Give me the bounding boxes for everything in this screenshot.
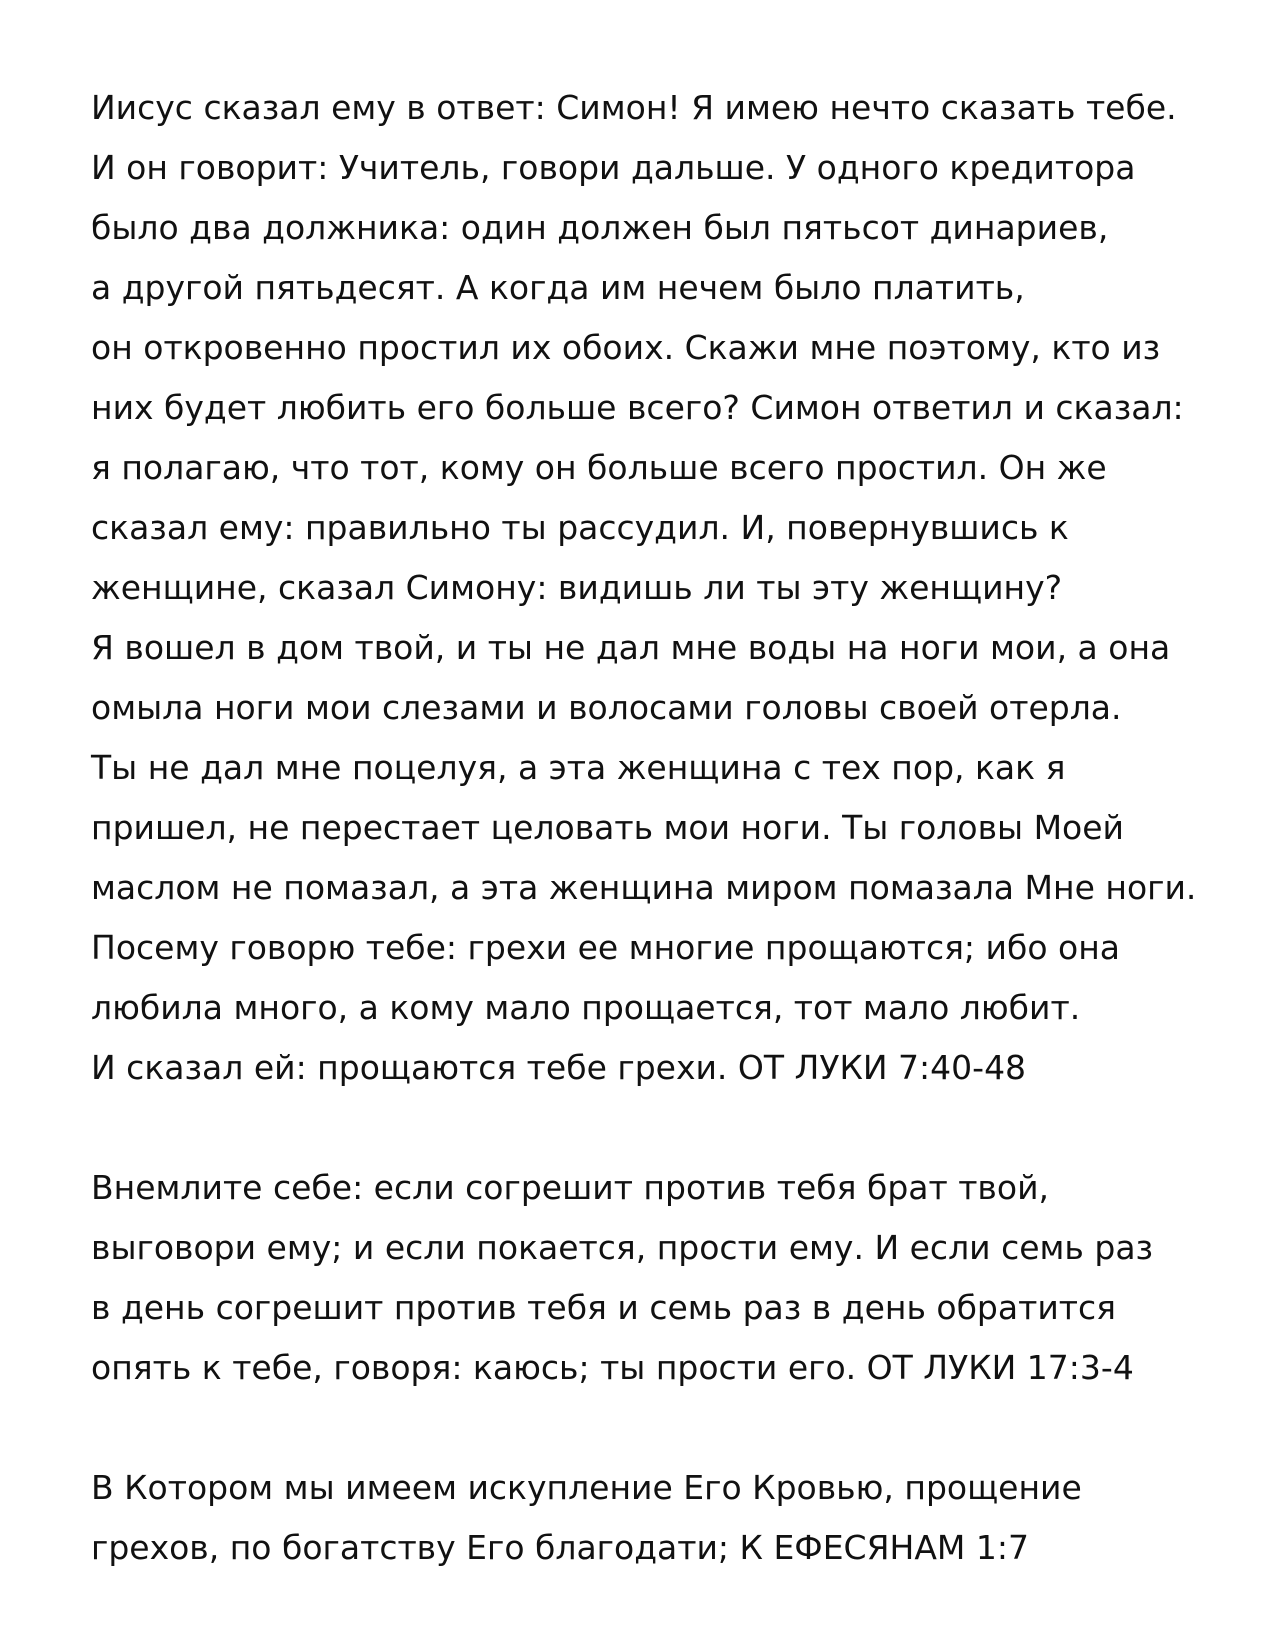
text-line: любила много, а кому мало прощается, тот мало любит. <box>91 988 1081 1027</box>
text-line: В Котором мы имеем искупление Его Кровью, прощение <box>91 1468 1082 1507</box>
paragraph-luke-7-40-48 <box>91 78 1251 1098</box>
text-line: в день согрешит против тебя и семь раз в день обратится <box>91 1288 1116 1327</box>
text-line: пришел, не перестает целовать мои ноги. Ты головы Моей <box>91 808 1124 847</box>
text-line: Я вошел в дом твой, и ты не дал мне воды на ноги мои, а она <box>91 628 1171 667</box>
text-line: Посему говорю тебе: грехи ее многие прощаются; ибо она <box>91 928 1121 967</box>
text-line: опять к тебе, говоря: каюсь; ты прости его. ОТ ЛУКИ 17:3-4 <box>91 1348 1134 1387</box>
text-line: И он говорит: Учитель, говори дальше. У одного кредитора <box>91 148 1136 187</box>
text-line: грехов, по богатству Его благодати; К ЕФЕСЯНАМ 1:7 <box>91 1528 1029 1567</box>
text-line: И сказал ей: прощаются тебе грехи. ОТ ЛУКИ 7:40-48 <box>91 1048 1027 1087</box>
text-line: маслом не помазал, а эта женщина миром помазала Мне ноги. <box>91 868 1197 907</box>
text-line: Иисус сказал ему в ответ: Симон! Я имею нечто сказать тебе. <box>91 88 1177 127</box>
text-line: омыла ноги мои слезами и волосами головы своей отерла. <box>91 688 1122 727</box>
text-line: я полагаю, что тот, кому он больше всего простил. Он же <box>91 448 1107 487</box>
text-line: Внемлите себе: если согрешит против тебя брат твой, <box>91 1168 1049 1207</box>
text-line: он откровенно простил их обоих. Скажи мне поэтому, кто из <box>91 328 1161 367</box>
text-line: сказал ему: правильно ты рассудил. И, повернувшись к <box>91 508 1069 547</box>
text-line: выговори ему; и если покается, прости ему. И если семь раз <box>91 1228 1154 1267</box>
paragraph-ephesians-1-7 <box>91 1458 1251 1578</box>
text-line: было два должника: один должен был пятьсот динариев, <box>91 208 1109 247</box>
paragraph-luke-17-3-4 <box>91 1158 1251 1398</box>
text-line: женщине, сказал Симону: видишь ли ты эту женщину? <box>91 568 1063 607</box>
text-line: а другой пятьдесят. А когда им нечем было платить, <box>91 268 1025 307</box>
text-line: них будет любить его больше всего? Симон ответил и сказал: <box>91 388 1184 427</box>
text-line: Ты не дал мне поцелуя, а эта женщина с тех пор, как я <box>91 748 1066 787</box>
